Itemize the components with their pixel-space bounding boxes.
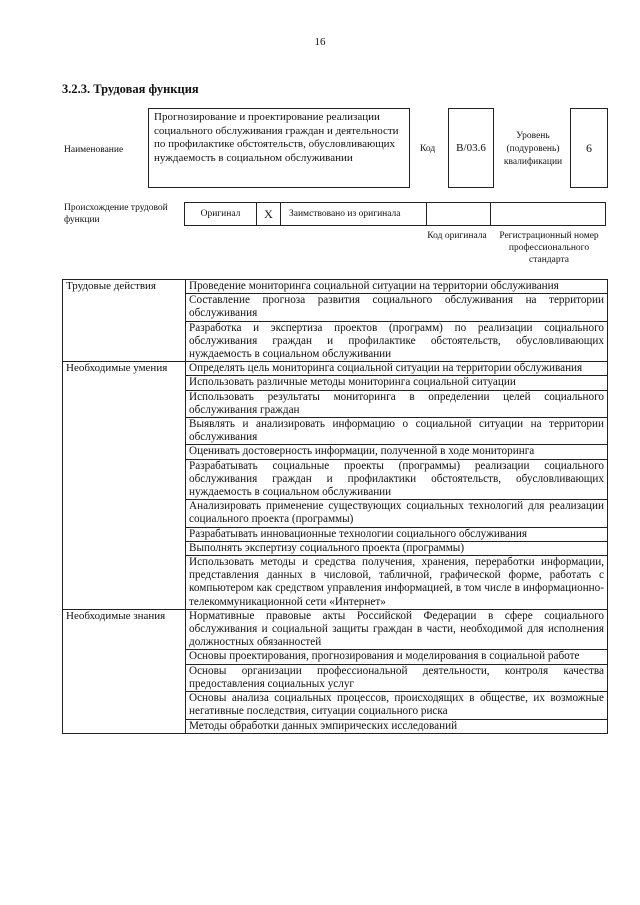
- table-row: [63, 280, 608, 294]
- origin-row: [184, 202, 606, 226]
- code-label: Код: [420, 144, 436, 154]
- item-cell: Выявлять и анализировать информацию о социальной ситуации на территории обслуживания: [186, 418, 608, 445]
- item-cell: Разрабатывать социальные проекты (программы) реализации социального обслуживания граждан и профилактики обстоятельств, обусловливающих нуждаемость в социальном обслуживании: [186, 459, 608, 500]
- item-cell: Составление прогноза развития социального обслуживания на территории обслуживания: [186, 294, 608, 321]
- item-cell: Разрабатывать инновационные технологии социального обслуживания: [186, 527, 608, 541]
- item-cell: Нормативные правовые акты Российской Федерации в сфере социального обслуживания и социальной защиты граждан в части, необходимой для исполнения должностных обязанностей: [186, 609, 608, 650]
- origin-label: Происхождение трудовой функции: [64, 203, 168, 225]
- item-cell: Анализировать применение существующих социальных технологий для реализации социального проекта (программы): [186, 500, 608, 527]
- section-title: 3.2.3. Трудовая функция: [62, 82, 199, 96]
- reg-number-cell: [490, 202, 606, 226]
- function-name-value: Прогнозирование и проектирование реализации социального обслуживания граждан и деятельности по профилактике обстоятельств, обусловливающих нуждаемость в социальном обслуживании: [148, 108, 410, 188]
- item-cell: Определять цель мониторинга социальной ситуации на территории обслуживания: [186, 362, 608, 376]
- qualification-level-value: 6: [570, 108, 608, 188]
- table-row: [63, 362, 608, 376]
- item-cell: Разработка и экспертиза проектов (программ) по реализации социального обслуживания граждан и профилактике обстоятельств, обусловливающих нуждаемость в социальном обслуживании: [186, 321, 608, 362]
- item-cell: Проведение мониторинга социальной ситуации на территории обслуживания: [186, 280, 608, 294]
- category-cell: Необходимые знания: [63, 609, 186, 733]
- name-label: Наименование: [64, 145, 124, 155]
- code-value: B/03.6: [448, 108, 494, 188]
- item-cell: Использовать методы и средства получения, хранения, переработки информации, представления данных в числовой, табличной, графической форме, работать с компьютером как средством управления информацией, в том числе в информационно-телекоммуникационной сети «Интернет»: [186, 556, 608, 610]
- item-cell: Основы проектирования, прогнозирования и моделирования в социальной работе: [186, 650, 608, 664]
- original-label: Оригинал: [184, 202, 256, 226]
- item-cell: Выполнять экспертизу социального проекта (программы): [186, 541, 608, 555]
- code-original-cell: [426, 202, 490, 226]
- category-cell: Трудовые действия: [63, 280, 186, 362]
- page-number: 16: [314, 36, 326, 48]
- reg-number-caption: Регистрационный номер профессионального стандарта: [499, 231, 599, 265]
- item-cell: Основы организации профессиональной деятельности, контроля качества предоставления социальных услуг: [186, 664, 608, 691]
- item-cell: Использовать результаты мониторинга в определении целей социального обслуживания граждан: [186, 390, 608, 417]
- qualification-level-label: Уровень (подуровень) квалификации: [503, 131, 563, 167]
- original-mark: X: [256, 202, 280, 226]
- table-row: [63, 609, 608, 650]
- code-original-caption: Код оригинала: [427, 231, 487, 241]
- item-cell: Использовать различные методы мониторинга социальной ситуации: [186, 376, 608, 390]
- item-cell: Основы анализа социальных процессов, происходящих в обществе, их возможные негативные последствия, ситуации социального риска: [186, 692, 608, 719]
- function-details-table: [62, 279, 608, 734]
- item-cell: Оценивать достоверность информации, полученной в ходе мониторинга: [186, 445, 608, 459]
- category-cell: Необходимые умения: [63, 362, 186, 610]
- borrowed-label: Заимствовано из оригинала: [280, 202, 426, 226]
- item-cell: Методы обработки данных эмпирических исследований: [186, 719, 608, 733]
